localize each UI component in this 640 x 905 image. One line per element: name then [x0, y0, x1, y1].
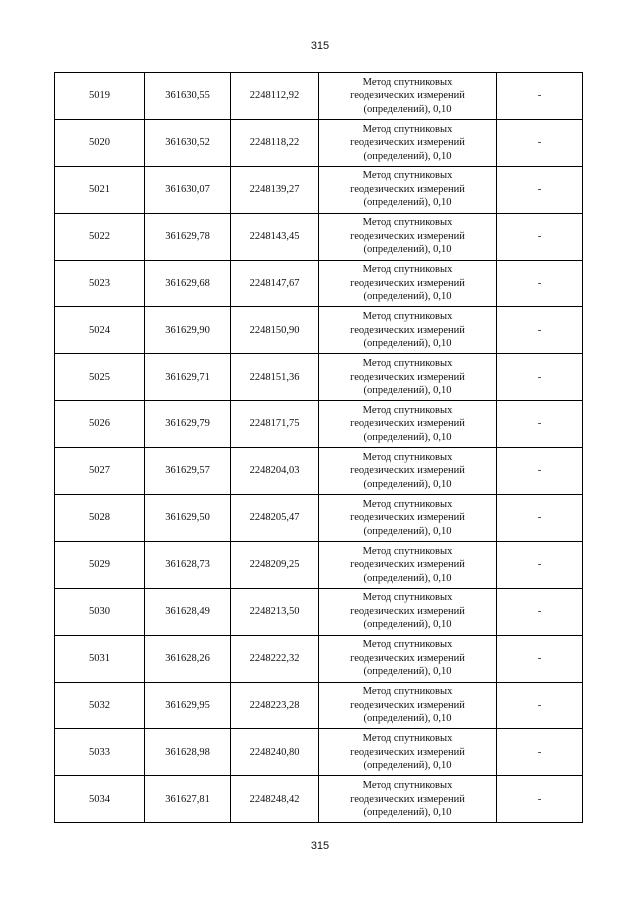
extra-cell: - — [497, 635, 583, 682]
method-cell — [319, 354, 497, 401]
y-coordinate-cell: 2248139,27 — [231, 166, 319, 213]
table-row — [55, 541, 583, 588]
method-cell — [319, 401, 497, 448]
table-row — [55, 354, 583, 401]
method-line: Метод спутниковых — [362, 592, 453, 604]
method-line: геодезических измерений — [350, 512, 465, 524]
extra-cell: - — [497, 541, 583, 588]
method-line: геодезических измерений — [350, 371, 465, 383]
method-line: (определений), 0,10 — [363, 572, 452, 584]
point-number-cell: 5024 — [55, 307, 145, 354]
y-coordinate-cell: 2248248,42 — [231, 776, 319, 823]
y-coordinate-cell: 2248204,03 — [231, 448, 319, 495]
extra-cell: - — [497, 729, 583, 776]
table-row — [55, 166, 583, 213]
method-line: геодезических измерений — [350, 137, 465, 149]
table-row — [55, 307, 583, 354]
extra-cell: - — [497, 260, 583, 307]
page-number-bottom: 315 — [310, 840, 330, 852]
method-line: Метод спутниковых — [362, 170, 453, 182]
y-coordinate-cell: 2248213,50 — [231, 588, 319, 635]
coordinates-table — [54, 72, 583, 823]
x-coordinate-cell: 361627,81 — [145, 776, 231, 823]
method-line: (определений), 0,10 — [363, 807, 452, 819]
extra-cell: - — [497, 213, 583, 260]
point-number-cell: 5021 — [55, 166, 145, 213]
x-coordinate-cell: 361629,50 — [145, 495, 231, 542]
point-number-cell: 5032 — [55, 682, 145, 729]
method-line: (определений), 0,10 — [363, 244, 452, 256]
point-number-cell: 5033 — [55, 729, 145, 776]
method-line: геодезических измерений — [350, 793, 465, 805]
x-coordinate-cell: 361629,78 — [145, 213, 231, 260]
x-coordinate-cell: 361628,49 — [145, 588, 231, 635]
point-number-cell: 5020 — [55, 119, 145, 166]
method-line: геодезических измерений — [350, 277, 465, 289]
point-number-cell: 5031 — [55, 635, 145, 682]
method-line: геодезических измерений — [350, 652, 465, 664]
method-line: (определений), 0,10 — [363, 525, 452, 537]
x-coordinate-cell: 361629,68 — [145, 260, 231, 307]
table-row — [55, 73, 583, 120]
extra-cell: - — [497, 401, 583, 448]
x-coordinate-cell: 361630,52 — [145, 119, 231, 166]
y-coordinate-cell: 2248222,32 — [231, 635, 319, 682]
method-line: геодезических измерений — [350, 90, 465, 102]
method-line: (определений), 0,10 — [363, 666, 452, 678]
table-body — [55, 73, 583, 823]
extra-cell: - — [497, 354, 583, 401]
method-line: Метод спутниковых — [362, 264, 453, 276]
method-line: (определений), 0,10 — [363, 478, 452, 490]
y-coordinate-cell: 2248171,75 — [231, 401, 319, 448]
table-row — [55, 119, 583, 166]
y-coordinate-cell: 2248205,47 — [231, 495, 319, 542]
point-number-cell: 5034 — [55, 776, 145, 823]
y-coordinate-cell: 2248223,28 — [231, 682, 319, 729]
point-number-cell: 5027 — [55, 448, 145, 495]
method-cell — [319, 73, 497, 120]
method-line: (определений), 0,10 — [363, 713, 452, 725]
method-cell — [319, 776, 497, 823]
point-number-cell: 5029 — [55, 541, 145, 588]
y-coordinate-cell: 2248143,45 — [231, 213, 319, 260]
point-number-cell: 5026 — [55, 401, 145, 448]
method-line: Метод спутниковых — [362, 76, 453, 88]
point-number-cell: 5022 — [55, 213, 145, 260]
y-coordinate-cell: 2248147,67 — [231, 260, 319, 307]
point-number-cell: 5028 — [55, 495, 145, 542]
table-row — [55, 635, 583, 682]
extra-cell: - — [497, 307, 583, 354]
method-line: (определений), 0,10 — [363, 431, 452, 443]
method-cell — [319, 541, 497, 588]
y-coordinate-cell: 2248240,80 — [231, 729, 319, 776]
method-line: (определений), 0,10 — [363, 619, 452, 631]
method-line: Метод спутниковых — [362, 498, 453, 510]
method-line: геодезических измерений — [350, 559, 465, 571]
method-line: Метод спутниковых — [362, 404, 453, 416]
method-cell — [319, 635, 497, 682]
method-line: геодезических измерений — [350, 746, 465, 758]
point-number-cell: 5025 — [55, 354, 145, 401]
extra-cell: - — [497, 166, 583, 213]
extra-cell: - — [497, 682, 583, 729]
x-coordinate-cell: 361629,71 — [145, 354, 231, 401]
method-line: (определений), 0,10 — [363, 291, 452, 303]
method-line: геодезических измерений — [350, 699, 465, 711]
method-line: Метод спутниковых — [362, 733, 453, 745]
y-coordinate-cell: 2248112,92 — [231, 73, 319, 120]
extra-cell: - — [497, 119, 583, 166]
method-line: геодезических измерений — [350, 418, 465, 430]
x-coordinate-cell: 361629,95 — [145, 682, 231, 729]
x-coordinate-cell: 361629,57 — [145, 448, 231, 495]
extra-cell: - — [497, 588, 583, 635]
method-line: геодезических измерений — [350, 183, 465, 195]
method-cell — [319, 260, 497, 307]
table-row — [55, 776, 583, 823]
method-line: (определений), 0,10 — [363, 103, 452, 115]
extra-cell: - — [497, 776, 583, 823]
method-line: (определений), 0,10 — [363, 150, 452, 162]
x-coordinate-cell: 361629,79 — [145, 401, 231, 448]
y-coordinate-cell: 2248209,25 — [231, 541, 319, 588]
table-row — [55, 213, 583, 260]
method-line: Метод спутниковых — [362, 451, 453, 463]
extra-cell: - — [497, 448, 583, 495]
method-line: Метод спутниковых — [362, 123, 453, 135]
y-coordinate-cell: 2248118,22 — [231, 119, 319, 166]
table-row — [55, 729, 583, 776]
method-line: Метод спутниковых — [362, 358, 453, 370]
x-coordinate-cell: 361630,07 — [145, 166, 231, 213]
point-number-cell: 5023 — [55, 260, 145, 307]
method-cell — [319, 213, 497, 260]
method-cell — [319, 729, 497, 776]
method-line: (определений), 0,10 — [363, 338, 452, 350]
y-coordinate-cell: 2248150,90 — [231, 307, 319, 354]
method-line: геодезических измерений — [350, 324, 465, 336]
method-line: Метод спутниковых — [362, 780, 453, 792]
table-row — [55, 588, 583, 635]
method-cell — [319, 588, 497, 635]
extra-cell: - — [497, 495, 583, 542]
method-line: геодезических измерений — [350, 465, 465, 477]
extra-cell: - — [497, 73, 583, 120]
x-coordinate-cell: 361628,26 — [145, 635, 231, 682]
method-cell — [319, 119, 497, 166]
table-row — [55, 495, 583, 542]
page-number-top: 315 — [310, 40, 330, 52]
method-line: геодезических измерений — [350, 605, 465, 617]
method-line: Метод спутниковых — [362, 639, 453, 651]
method-cell — [319, 166, 497, 213]
method-line: геодезических измерений — [350, 230, 465, 242]
point-number-cell: 5019 — [55, 73, 145, 120]
method-line: Метод спутниковых — [362, 545, 453, 557]
method-cell — [319, 307, 497, 354]
method-cell — [319, 495, 497, 542]
table-row — [55, 260, 583, 307]
method-line: Метод спутниковых — [362, 311, 453, 323]
y-coordinate-cell: 2248151,36 — [231, 354, 319, 401]
method-line: (определений), 0,10 — [363, 385, 452, 397]
method-line: (определений), 0,10 — [363, 197, 452, 209]
method-line: Метод спутниковых — [362, 686, 453, 698]
table-row — [55, 448, 583, 495]
x-coordinate-cell: 361628,73 — [145, 541, 231, 588]
x-coordinate-cell: 361630,55 — [145, 73, 231, 120]
table-row — [55, 401, 583, 448]
method-cell — [319, 448, 497, 495]
table-row — [55, 682, 583, 729]
method-line: (определений), 0,10 — [363, 760, 452, 772]
point-number-cell: 5030 — [55, 588, 145, 635]
method-cell — [319, 682, 497, 729]
x-coordinate-cell: 361629,90 — [145, 307, 231, 354]
method-line: Метод спутниковых — [362, 217, 453, 229]
x-coordinate-cell: 361628,98 — [145, 729, 231, 776]
